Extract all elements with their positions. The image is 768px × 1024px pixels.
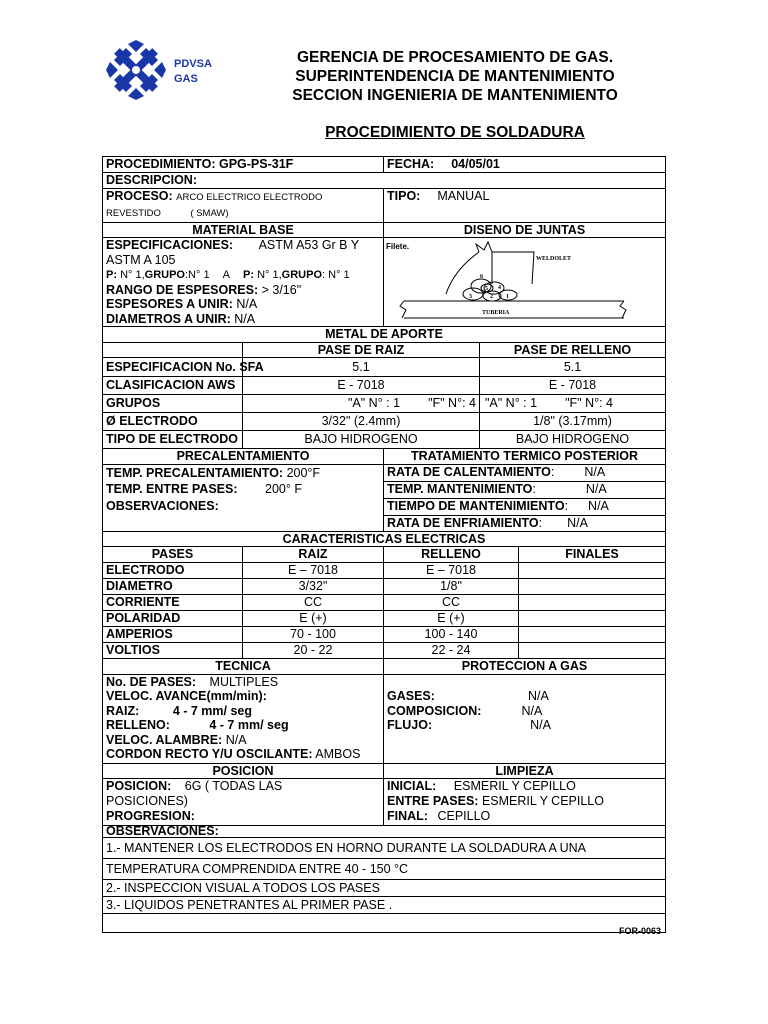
- char-corriente-label: CORRIENTE: [103, 595, 243, 611]
- pass-2: 2: [490, 294, 493, 300]
- rata-calentamiento-row: RATA DE CALENTAMIENTO: N/A: [384, 465, 665, 482]
- char-amperios-raiz: 70 - 100: [243, 627, 384, 643]
- temp-entre-value: 200° F: [265, 482, 302, 496]
- char-voltios-raiz: 20 - 22: [243, 643, 384, 659]
- diametros-label: DIAMETROS A UNIR:: [106, 311, 231, 326]
- pipe-break-right: [620, 301, 626, 318]
- inicial-value: ESMERIL Y CEPILLO: [453, 779, 576, 793]
- pdvsa-logo: [104, 42, 224, 98]
- aws-label: CLASIFICACION AWS: [103, 377, 243, 395]
- sfa-raiz: 5.1: [243, 358, 480, 377]
- observacion-line-2: TEMPERATURA COMPRENDIDA ENTRE 40 - 150 °C: [103, 859, 666, 880]
- espesores-label: ESPESORES A UNIR:: [106, 297, 233, 311]
- proteccion-header: PROTECCION A GAS: [384, 659, 666, 675]
- char-electrodo-label: ELECTRODO: [103, 563, 243, 579]
- grupos-label: GRUPOS: [103, 395, 243, 413]
- tratamiento-header: TRATAMIENTO TERMICO POSTERIOR: [384, 449, 666, 465]
- sfa-label: ESPECIFICACION No. SFA: [103, 358, 243, 377]
- spec-label: ESPECIFICACIONES:: [106, 238, 234, 252]
- posicion-label: POSICION:: [106, 779, 172, 793]
- material-base-cell: [103, 238, 384, 327]
- col-relleno: RELLENO: [384, 547, 519, 562]
- precalentamiento-header: PRECALENTAMIENTO: [103, 449, 384, 465]
- metal-aporte-header: METAL DE APORTE: [103, 327, 666, 343]
- composicion-value: N/A: [521, 703, 543, 718]
- electrodo-diam-label: Ø ELECTRODO: [103, 413, 243, 431]
- col-raiz: RAIZ: [243, 547, 384, 563]
- char-diametro-label: DIAMETRO: [103, 579, 243, 595]
- final-value: CEPILLO: [437, 809, 491, 823]
- pass-1: 1: [506, 294, 509, 300]
- rango-value: > 3/16": [261, 282, 302, 297]
- tipo-cell: [384, 188, 666, 222]
- header-line-1: GERENCIA DE PROCESAMIENTO DE GAS.: [296, 49, 614, 66]
- char-polaridad-relleno: E (+): [384, 611, 519, 626]
- tipo-electrodo-raiz: BAJO HIDROGENO: [243, 431, 480, 449]
- entre-pases-label: ENTRE PASES:: [387, 794, 479, 808]
- char-electrodo-finales: [519, 563, 665, 578]
- grupos-raiz: "A" N° : 1 "F" N°: 4: [243, 395, 480, 413]
- aws-relleno: E - 7018: [480, 377, 666, 395]
- procedimiento-cell: [103, 157, 384, 173]
- posicion-value-2: POSICIONES): [106, 794, 188, 808]
- temp-mantenimiento-row: TEMP. MANTENIMIENTO: N/A: [384, 482, 665, 499]
- tipo-electrodo-relleno: BAJO HIDROGENO: [480, 431, 666, 449]
- electrodo-diam-raiz: 3/32" (2.4mm): [243, 413, 480, 431]
- proceso-label: PROCESO:: [106, 188, 173, 203]
- observacion-line-3: 2.- INSPECCION VISUAL A TODOS LOS PASES: [103, 880, 666, 897]
- proceso-value-1: ARCO ELECTRICO ELECTRODO: [176, 191, 323, 203]
- p-grupo-line: P: N° 1,GRUPO:N° 1 A P: N° 1,GRUPO: N° 1: [106, 269, 350, 281]
- observaciones-precal-label: OBSERVACIONES:: [106, 498, 219, 513]
- caracteristicas-header: CARACTERISTICAS ELECTRICAS: [103, 531, 666, 547]
- aws-raiz: E - 7018: [243, 377, 480, 395]
- proceso-value-2: REVESTIDO: [106, 208, 161, 219]
- pase-relleno-header: PASE DE RELLENO: [480, 342, 666, 358]
- inicial-label: INICIAL:: [387, 779, 437, 793]
- char-diametro-raiz: 3/32": [243, 579, 384, 595]
- logo-text-pdvsa: PDVSA: [174, 58, 212, 70]
- spec-value-2: ASTM A 105: [106, 252, 176, 267]
- diametros-value: N/A: [234, 311, 256, 326]
- alambre-value: N/A: [225, 732, 247, 747]
- header-line-3: SECCION INGENIERIA DE MANTENIMIENTO: [292, 87, 618, 104]
- flujo-value: N/A: [530, 718, 551, 733]
- gases-value: N/A: [527, 689, 549, 704]
- pass-4: 4: [498, 285, 501, 291]
- char-electrodo-raiz: E – 7018: [243, 563, 384, 579]
- weldolet-label: WELDOLET: [536, 256, 572, 262]
- precalentamiento-cell: [103, 464, 384, 531]
- header-line-2: SUPERINTENDENCIA DE MANTENIMIENTO: [295, 68, 615, 85]
- limpieza-header: LIMPIEZA: [384, 763, 666, 779]
- weldolet-joint-diagram: [384, 238, 666, 327]
- observacion-line-4: 3.- LIQUIDOS PENETRANTES AL PRIMER PASE .: [103, 897, 666, 914]
- gases-label: GASES:: [387, 689, 435, 704]
- break-line-top: [476, 242, 492, 252]
- welding-procedure-form: [102, 156, 666, 933]
- pipe-break-left: [400, 301, 406, 318]
- char-amperios-label: AMPERIOS: [103, 627, 243, 643]
- no-pases-value: MULTIPLES: [209, 674, 279, 689]
- cordon-label: CORDON RECTO Y/U OSCILANTE:: [106, 747, 313, 762]
- char-polaridad-raiz: E (+): [243, 611, 384, 627]
- descripcion-label: DESCRIPCION:: [103, 173, 666, 189]
- procedimiento-label: PROCEDIMIENTO:: [106, 157, 216, 171]
- entre-pases-value: ESMERIL Y CEPILLO: [481, 794, 604, 808]
- sfa-relleno: 5.1: [480, 358, 666, 377]
- char-electrodo-relleno: E – 7018: [384, 563, 519, 578]
- progresion-label: PROGRESION:: [106, 809, 195, 823]
- char-voltios-finales: [519, 643, 665, 658]
- char-corriente-finales: [519, 595, 665, 610]
- weldolet-side: [492, 252, 534, 284]
- col-relleno-finales: [384, 547, 666, 563]
- tiempo-mantenimiento-row: TIEMPO DE MANTENIMIENTO: N/A: [384, 499, 665, 516]
- form-code: FOR-0063: [618, 926, 661, 936]
- char-corriente-relleno: CC: [384, 595, 519, 610]
- char-amperios-relleno: 100 - 140: [384, 627, 519, 642]
- char-voltios-relleno: 22 - 24: [384, 643, 519, 658]
- metal-aporte-blank: [103, 342, 243, 358]
- tecnica-cell: [103, 674, 384, 763]
- fecha-value: 04/05/01: [451, 157, 500, 171]
- pass-5: 5: [485, 286, 488, 292]
- tipo-label: TIPO:: [387, 188, 421, 203]
- diseno-juntas-header: DISENO DE JUNTAS: [384, 222, 666, 238]
- char-voltios-label: VOLTIOS: [103, 643, 243, 659]
- cordon-value: AMBOS: [315, 747, 361, 762]
- final-label: FINAL:: [387, 809, 428, 823]
- temp-precal-value: 200°F: [286, 465, 321, 480]
- temp-precal-label: TEMP. PRECALENTAMIENTO:: [106, 465, 284, 480]
- tuberia-label: TUBERIA: [482, 310, 510, 316]
- raiz-label: RAIZ:: [106, 703, 140, 718]
- char-corriente-raiz: CC: [243, 595, 384, 611]
- rango-label: RANGO DE ESPESORES:: [106, 282, 259, 297]
- flujo-label: FLUJO:: [387, 718, 433, 733]
- no-pases-label: No. DE PASES:: [106, 674, 197, 689]
- posicion-cell: [103, 779, 384, 826]
- rata-enfriamiento-row: RATA DE ENFRIAMIENTO: N/A: [387, 515, 588, 530]
- col-finales: FINALES: [565, 547, 619, 561]
- veloc-avance-label: VELOC. AVANCE(mm/min):: [106, 689, 267, 704]
- pdvsa-logo-icon: [106, 40, 166, 100]
- char-polaridad-finales: [519, 611, 665, 626]
- material-base-header: MATERIAL BASE: [103, 222, 384, 238]
- fecha-label: FECHA:: [387, 157, 435, 171]
- raiz-value: 4 - 7 mm/ seg: [172, 703, 253, 718]
- composicion-label: COMPOSICION:: [387, 703, 482, 718]
- joint-diagram-cell: [384, 238, 666, 327]
- tratamiento-cell: [384, 464, 666, 531]
- relleno-value: 4 - 7 mm/ seg: [209, 718, 289, 733]
- pass-3: 3: [469, 294, 472, 300]
- proceso-value-3: ( SMAW): [190, 208, 229, 219]
- grupos-relleno: "A" N° : 1 "F" N°: 4: [480, 395, 666, 413]
- pase-raiz-header: PASE DE RAIZ: [243, 342, 480, 358]
- electrodo-diam-relleno: 1/8" (3.17mm): [480, 413, 666, 431]
- filete-label: Filete.: [386, 242, 410, 251]
- tipo-value: MANUAL: [437, 188, 490, 203]
- proteccion-cell: [384, 674, 666, 763]
- col-pases: PASES: [103, 547, 243, 563]
- alambre-label: VELOC. ALAMBRE:: [106, 732, 223, 747]
- posicion-value-1: 6G ( TODAS LAS: [184, 779, 283, 793]
- relleno-label: RELLENO:: [106, 718, 170, 733]
- fecha-cell: [384, 157, 666, 173]
- espesores-value: N/A: [236, 297, 258, 311]
- limpieza-cell: [384, 779, 666, 826]
- observacion-line-1: 1.- MANTENER LOS ELECTRODOS EN HORNO DURANTE LA SOLDADURA A UNA: [103, 838, 666, 859]
- pass-6: 6: [480, 274, 483, 280]
- logo-text-gas: GAS: [174, 73, 198, 85]
- char-polaridad-label: POLARIDAD: [103, 611, 243, 627]
- spec-value-1: ASTM A53 Gr B Y: [258, 238, 360, 252]
- observacion-blank-row: [103, 914, 666, 933]
- procedimiento-value: GPG-PS-31F: [218, 157, 294, 171]
- proceso-cell: [103, 188, 384, 222]
- observaciones-header: OBSERVACIONES:: [103, 826, 666, 838]
- posicion-header: POSICION: [103, 763, 384, 779]
- tecnica-header: TECNICA: [103, 659, 384, 675]
- char-amperios-finales: [519, 627, 665, 642]
- char-diametro-finales: [519, 579, 665, 594]
- char-diametro-relleno: 1/8": [384, 579, 519, 594]
- tipo-electrodo-label: TIPO DE ELECTRODO: [103, 431, 243, 449]
- temp-entre-label: TEMP. ENTRE PASES:: [106, 482, 238, 496]
- page-title: PROCEDIMIENTO DE SOLDADURA: [325, 124, 585, 141]
